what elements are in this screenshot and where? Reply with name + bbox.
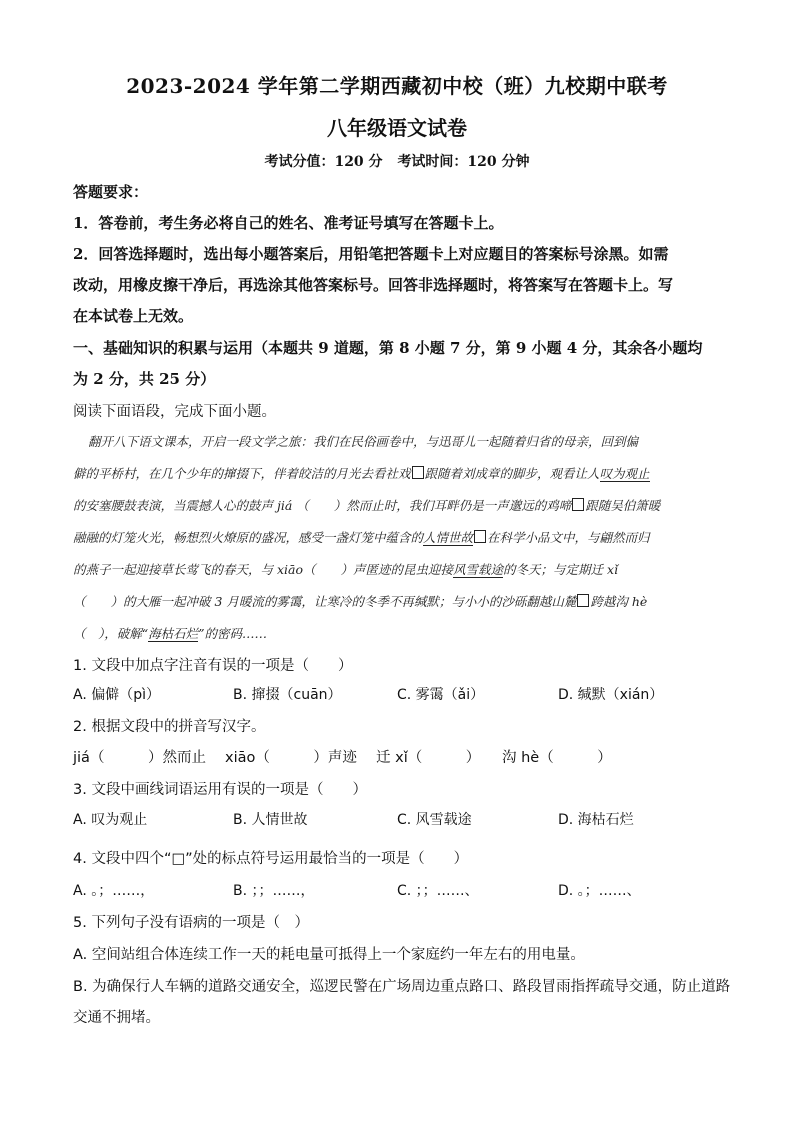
instruction-2-line1: 2．回答选择题时，选出每小题答案后，用铅笔把答题卡上对应题目的答案标号涂黑。如需: [73, 245, 669, 263]
passage-line: 僻的平桥村，在几个少年的撺掇下，伴着皎洁的月光去看社戏 跟随着刘成章的脚步，观看让人叹为观止: [73, 466, 650, 481]
reading-intro: 阅读下面语段，完成下面小题。: [73, 404, 276, 420]
q3-option-d[interactable]: D. 海枯石烂: [558, 812, 634, 828]
q4-option-c[interactable]: C. ；；……、: [397, 883, 479, 899]
question-5: 5. 下列句子没有语病的一项是（ ）: [73, 915, 309, 931]
blank-box-4: [577, 594, 589, 607]
blank-box-1: [412, 466, 424, 479]
exam-title: 2023-2024 学年第二学期西藏初中校（班）九校期中联考: [126, 74, 668, 98]
exam-meta: [0, 151, 794, 171]
q4-option-b[interactable]: B. ；；……，: [233, 883, 315, 899]
passage-line: （ ），破解“海枯石烂”的密码……: [73, 626, 268, 641]
question-3: 3. 文段中画线词语运用有误的一项是（ ）: [73, 782, 367, 798]
time-info: 考试时间：120 分钟: [397, 154, 530, 170]
score-info: 考试分值：120 分: [264, 154, 383, 170]
passage-line: 的安塞腰鼓表演，当震撼人心的鼓声 jiá （ ）然而止时，我们耳畔仍是一声邈远的鸡啼 跟随吴伯箫暖: [73, 498, 661, 513]
underlined-word-2: 人情世故: [423, 530, 474, 545]
blank-box-2: [572, 498, 584, 511]
section1-heading-line1: 一、基础知识的积累与运用（本题共 9 道题，第 8 小题 7 分，第 9 小题 4 分，其余各小题均: [73, 339, 703, 357]
instructions-heading: 答题要求：: [73, 183, 149, 201]
instruction-2-line2: 改动，用橡皮擦干净后，再选涂其他答案标号。回答非选择题时，将答案写在答题卡上。写: [73, 276, 674, 294]
instruction-2-line3: 在本试卷上无效。: [73, 307, 194, 325]
q3-option-a[interactable]: A. 叹为观止: [73, 812, 148, 828]
q4-option-d[interactable]: D. 。；……、: [558, 883, 641, 899]
underlined-word-1: 叹为观止: [599, 466, 650, 481]
question-1: 1. 文段中加点字注音有误的一项是（ ）: [73, 658, 353, 674]
question-4: 4. 文段中四个“□”处的标点符号运用最恰当的一项是（ ）: [73, 851, 469, 867]
question-2: 2. 根据文段中的拼音写汉字。: [73, 719, 266, 735]
q5-option-b-line2[interactable]: 交通不拥堵。: [73, 1010, 160, 1026]
q1-option-a[interactable]: A. 偏僻（pì）: [73, 687, 161, 703]
q5-option-b-line1[interactable]: B. 为确保行人车辆的道路交通安全，巡逻民警在广场周边重点路口、路段冒雨指挥疏导交通，防止道路: [73, 979, 731, 995]
q3-option-b[interactable]: B. 人情世故: [233, 812, 308, 828]
instruction-1: 1．答卷前，考生务必将自己的姓名、准考证号填写在答题卡上。: [73, 214, 504, 232]
q1-option-b[interactable]: B. 撺掇（cuān）: [233, 687, 342, 703]
q5-option-a[interactable]: A. 空间站组合体连续工作一天的耗电量可抵得上一个家庭约一年左右的用电量。: [73, 947, 585, 963]
exam-subtitle: 八年级语文试卷: [327, 116, 467, 140]
q1-option-d[interactable]: D. 缄默（xián）: [558, 687, 664, 703]
underlined-word-3: 风雪载途: [453, 562, 504, 577]
passage-line: （ ）的大雁一起冲破 3 月暖流的雾霭，让寒冷的冬季不再缄默；与小小的沙砾翻越山麓 跨越沟 hè: [73, 594, 648, 609]
q4-option-a[interactable]: A. 。；……，: [73, 883, 155, 899]
passage-line: 融融的灯笼火光，畅想烈火燎原的盛况，感受一盏灯笼中蕴含的人情世故 在科学小品文中，与翩然而归: [73, 530, 650, 545]
blank-box-3: [474, 530, 486, 543]
passage-line: 翻开八下语文课本，开启一段文学之旅：我们在民俗画卷中，与迅哥儿一起随着归省的母亲，回到偏: [88, 434, 639, 449]
q1-option-c[interactable]: C. 雾霭（ǎi）: [397, 687, 485, 703]
passage-line: 的燕子一起迎接草长莺飞的春天，与 xiāo（ ）声匿迹的昆虫迎接风雪载途的冬天；与定期迁 xǐ: [73, 562, 619, 577]
section1-heading-line2: 为 2 分，共 25 分）: [73, 370, 216, 388]
q3-option-c[interactable]: C. 风雪载途: [397, 812, 472, 828]
underlined-word-4: 海枯石烂: [148, 626, 199, 641]
question-2-blanks: jiá（ ）然而止 xiāo（ ）声迹 迁 xǐ（ ） 沟 hè（ ）: [73, 750, 612, 766]
